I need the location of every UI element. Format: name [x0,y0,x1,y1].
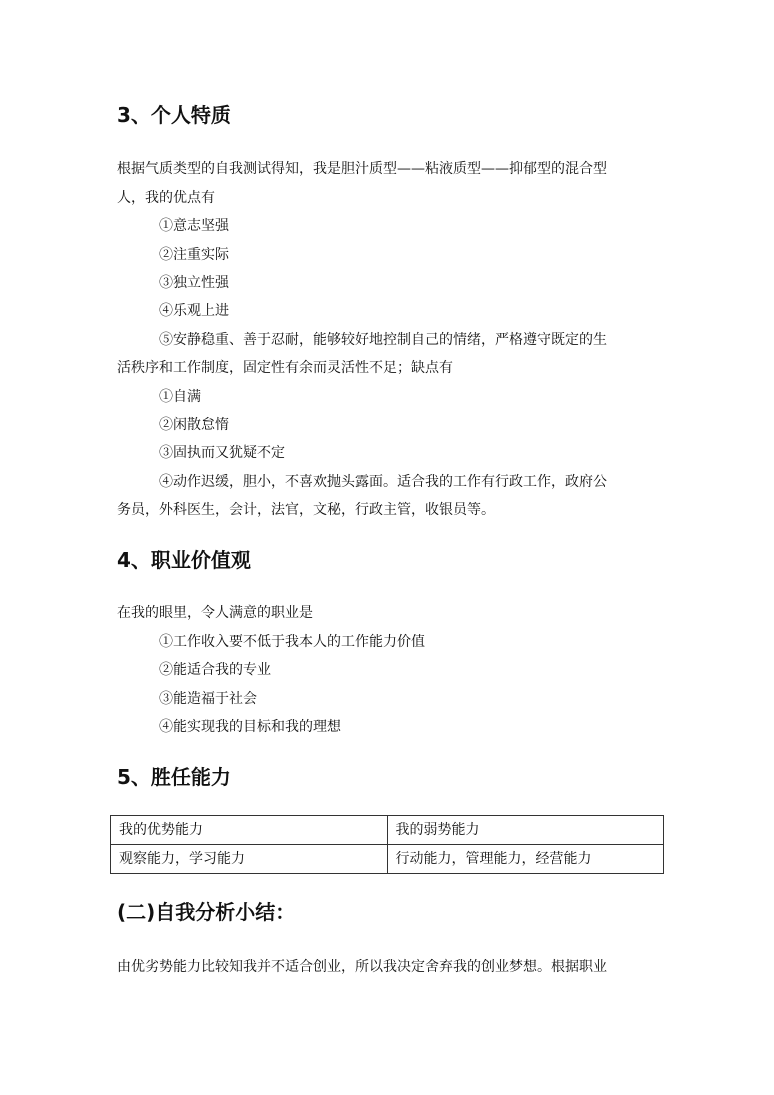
table-cell: 行动能力，管理能力，经营能力 [387,845,664,874]
weakness-item: ③固执而又犹疑不定 [159,445,285,461]
table-header-row [111,816,664,845]
summary-title: (二)自我分析小结： [117,900,296,924]
weakness-item-4-line-2: 务员，外科医生，会计，法官，文秘，行政主管，收银员等。 [117,502,495,518]
section-3-intro-line-2: 人，我的优点有 [117,190,215,206]
table-cell: 观察能力，学习能力 [111,845,388,874]
section-4-intro: 在我的眼里，令人满意的职业是 [117,605,313,621]
weakness-item-4-line-1: ④动作迟缓，胆小，不喜欢抛头露面。适合我的工作有行政工作，政府公 [159,474,607,490]
strength-item-5-line-1: ⑤安静稳重、善于忍耐，能够较好地控制自己的情绪，严格遵守既定的生 [159,332,607,348]
summary-text: 由优劣势能力比较知我并不适合创业，所以我决定舍弃我的创业梦想。根据职业 [117,959,607,975]
ability-table [110,815,664,874]
strength-item: ①意志坚强 [159,218,229,234]
table-header-cell: 我的优势能力 [111,816,388,845]
value-item: ④能实现我的目标和我的理想 [159,719,341,735]
table-row [111,845,664,874]
strength-item: ③独立性强 [159,275,229,291]
strength-item-5-line-2: 活秩序和工作制度，固定性有余而灵活性不足；缺点有 [117,360,453,376]
strength-item: ②注重实际 [159,247,229,263]
section-3-title: 3、个人特质 [117,103,231,127]
table-header-cell: 我的弱势能力 [387,816,664,845]
value-item: ③能造福于社会 [159,691,257,707]
section-4-title: 4、职业价值观 [117,548,251,572]
section-5-title: 5、胜任能力 [117,765,231,789]
section-3-intro-line-1: 根据气质类型的自我测试得知，我是胆汁质型——粘液质型——抑郁型的混合型 [117,161,607,177]
strength-item: ④乐观上进 [159,303,229,319]
value-item: ①工作收入要不低于我本人的工作能力价值 [159,634,425,650]
value-item: ②能适合我的专业 [159,662,271,678]
weakness-item: ②闲散怠惰 [159,417,229,433]
weakness-item: ①自满 [159,389,201,405]
